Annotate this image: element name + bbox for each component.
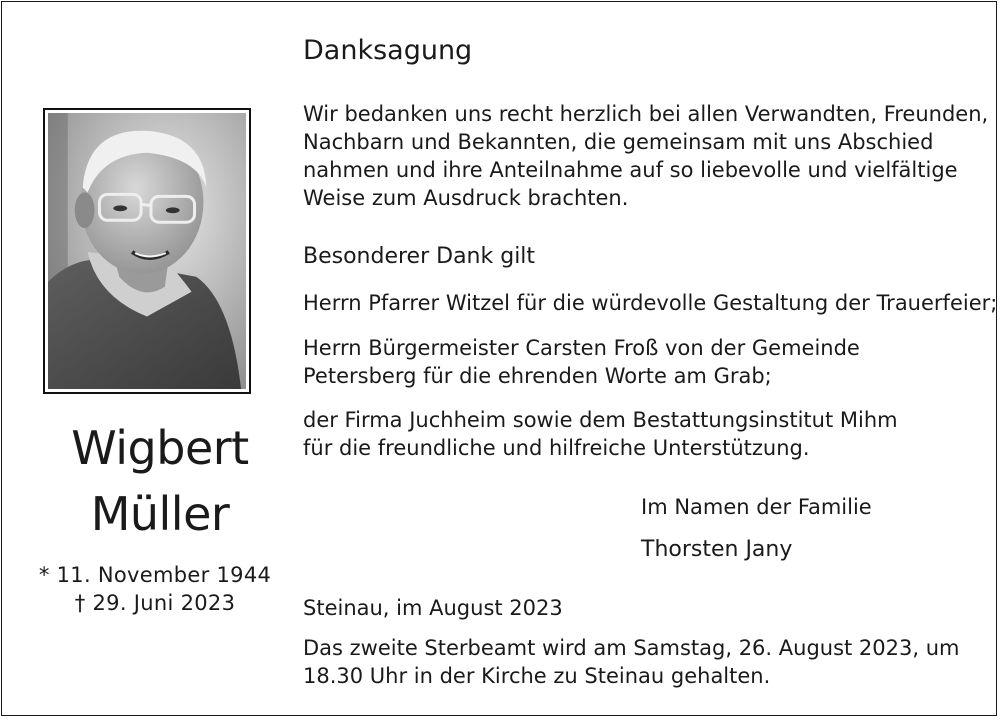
death-date: † 29. Juni 2023 xyxy=(74,591,236,615)
thanks-line: Herrn Pfarrer Witzel für die würdevolle Gestaltung der Trauerfeier; xyxy=(303,291,998,315)
page-title: Danksagung xyxy=(303,35,473,66)
place-date: Steinau, im August 2023 xyxy=(303,596,563,620)
notice-line: 18.30 Uhr in der Kirche zu Steinau gehalten. xyxy=(303,664,771,688)
thanks-line: Petersberg für die ehrenden Worte am Grab; xyxy=(303,364,772,388)
intro-line: Nachbarn und Bekannten, die gemeinsam mit uns Abschied xyxy=(303,130,934,154)
thanks-line: Herrn Bürgermeister Carsten Froß von der Gemeinde xyxy=(303,336,860,360)
intro-line: nahmen und ihre Anteilnahme auf so liebevolle und vielfältige xyxy=(303,158,958,182)
signature-on-behalf: Im Namen der Familie xyxy=(641,495,872,519)
deceased-last-name: Müller xyxy=(90,487,230,541)
deceased-first-name: Wigbert xyxy=(71,421,249,475)
portrait-frame xyxy=(43,108,251,394)
special-thanks-heading: Besonderer Dank gilt xyxy=(303,244,536,269)
signature-name: Thorsten Jany xyxy=(641,537,793,562)
intro-line: Weise zum Ausdruck brachten. xyxy=(303,186,629,210)
portrait-photo-icon xyxy=(48,113,246,389)
birth-date: * 11. November 1944 xyxy=(38,563,272,587)
notice-line: Das zweite Sterbeamt wird am Samstag, 26. August 2023, um xyxy=(303,636,960,660)
thanks-line: der Firma Juchheim sowie dem Bestattungsinstitut Mihm xyxy=(303,408,898,432)
thanks-line: für die freundliche und hilfreiche Unterstützung. xyxy=(303,436,810,460)
intro-line: Wir bedanken uns recht herzlich bei allen Verwandten, Freunden, xyxy=(303,102,989,126)
